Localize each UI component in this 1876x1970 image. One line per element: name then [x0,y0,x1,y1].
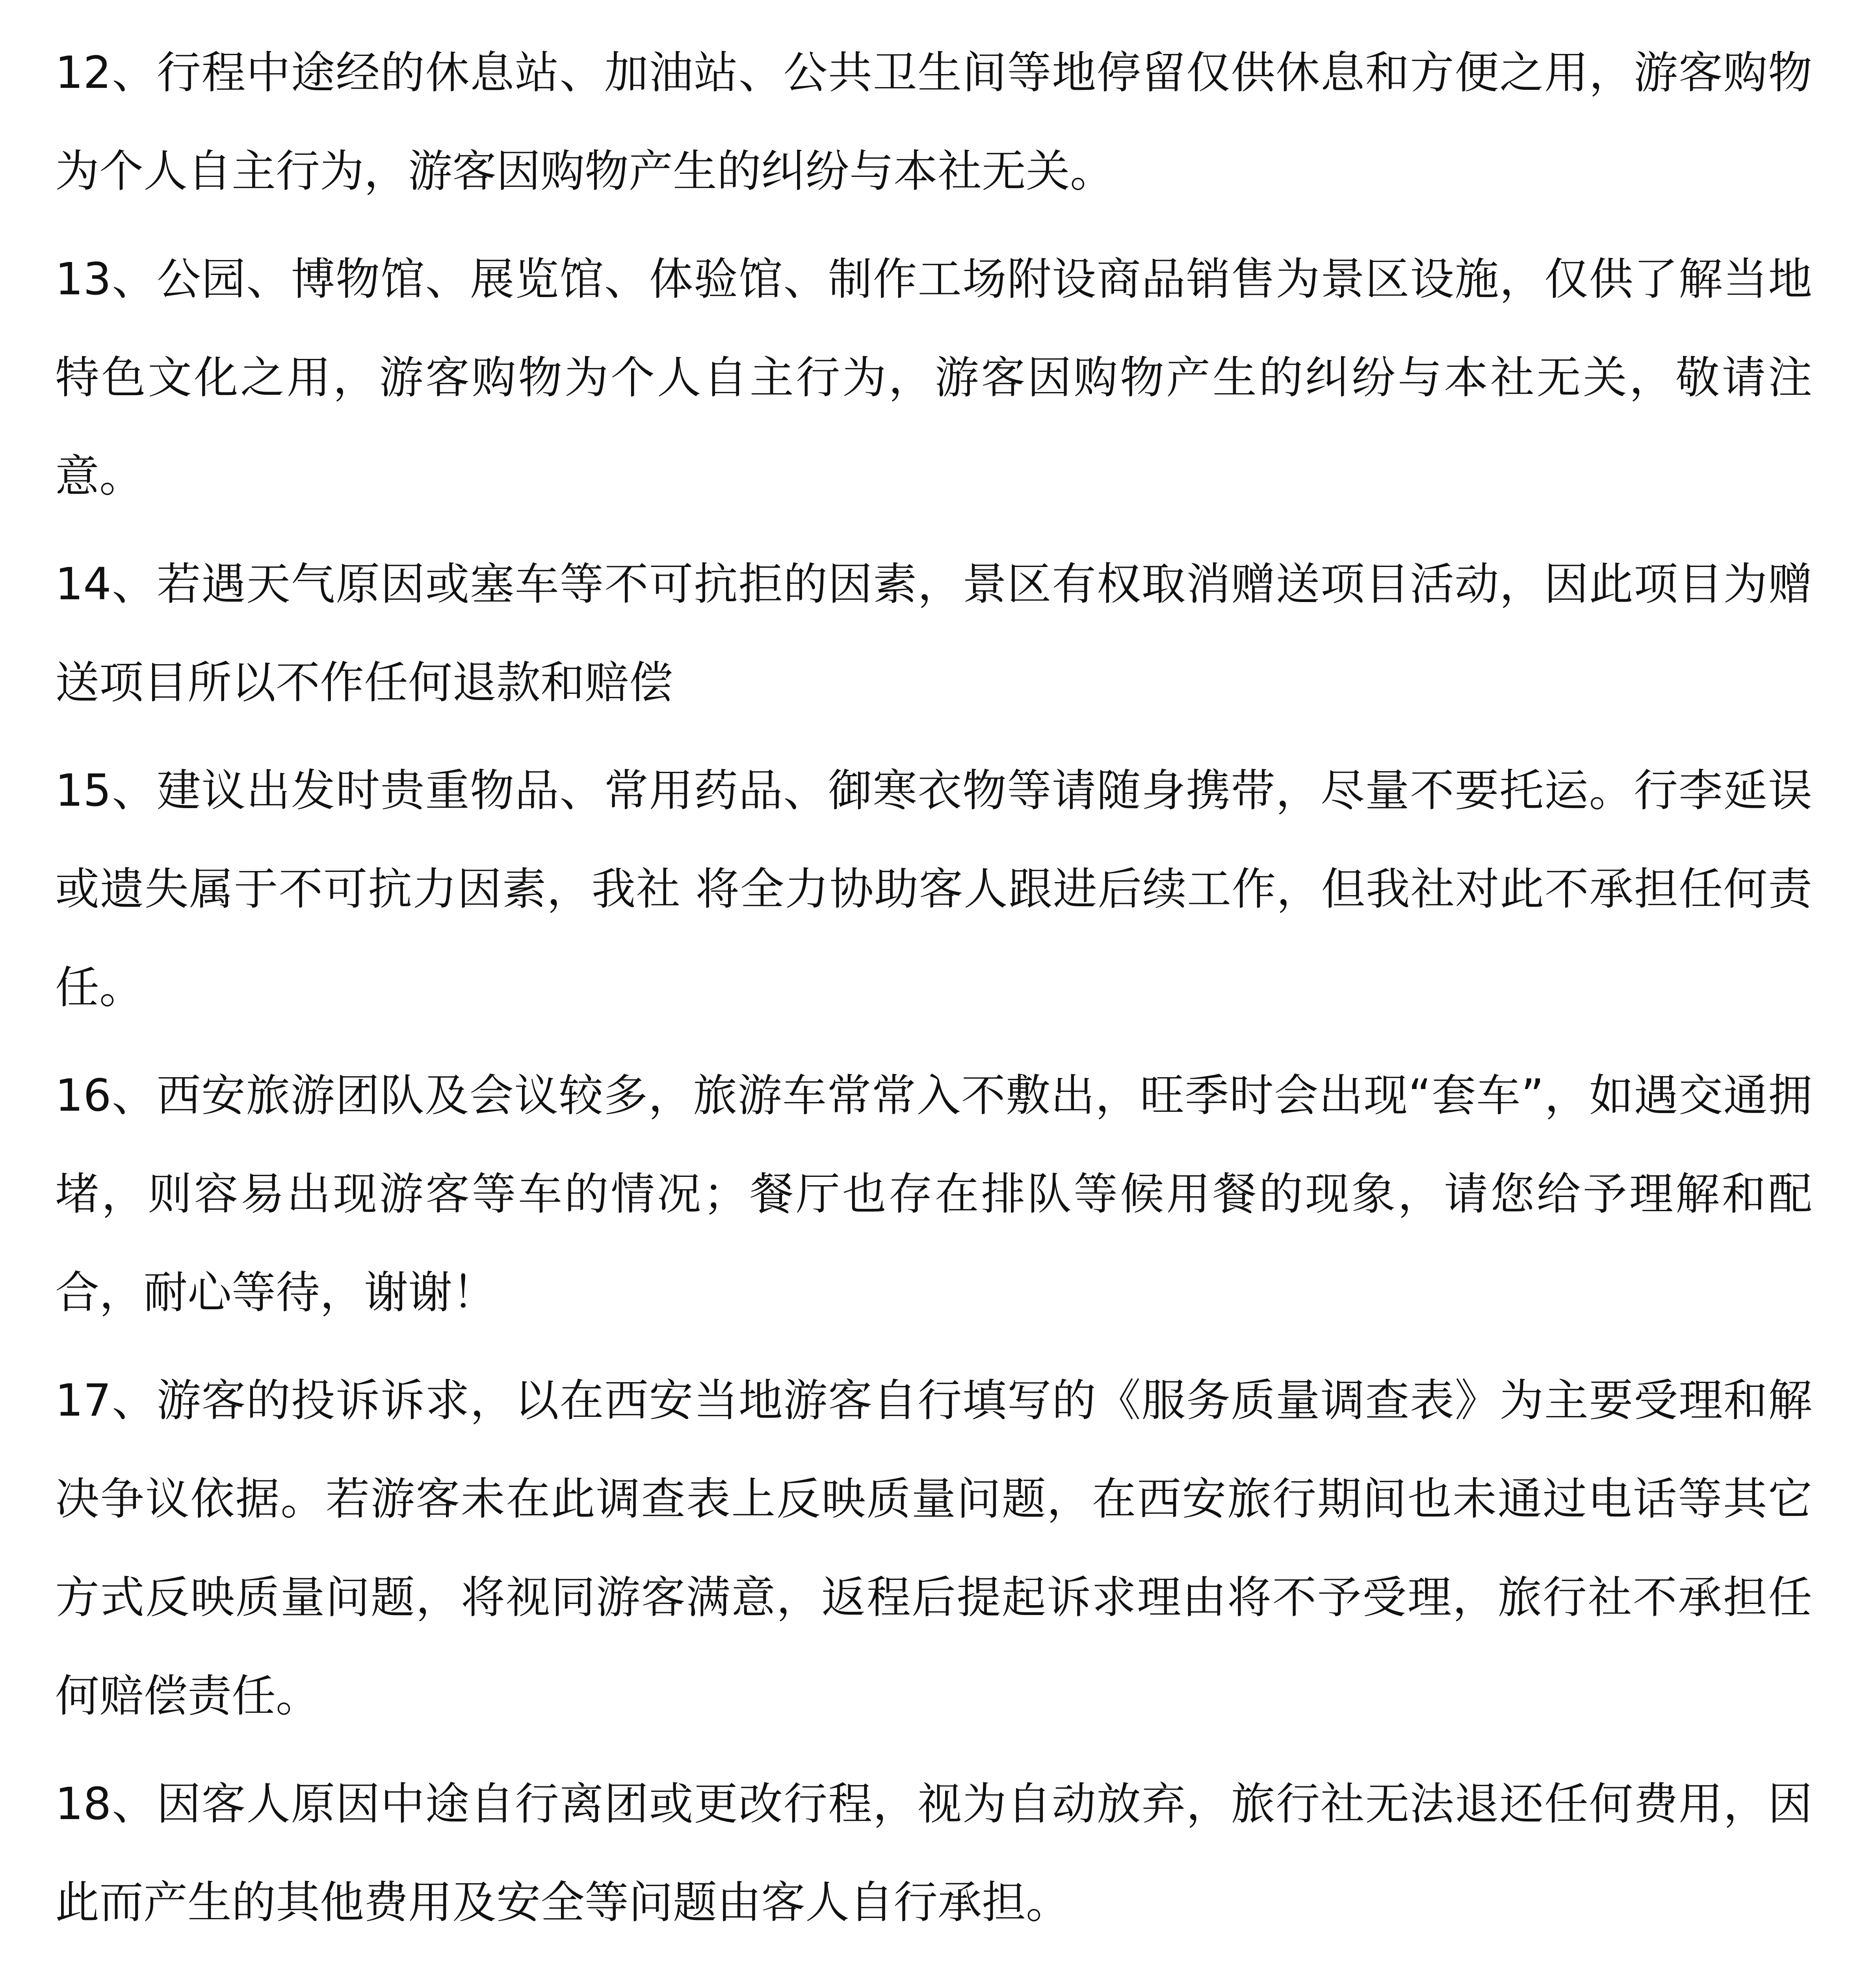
clause-19 [55,1961,1812,1970]
clause-17: 17、游客的投诉诉求，以在西安当地游客自行填写的《服务质量调查表》为主要受理和解决争议依据。若游客未在此调查表上反映质量问题，在西安旅行期间也未通过电话等其它方式反映质量问题，将视同游客满意，返程后提起诉求理由将不予受理，旅行社不承担任何赔偿责任。 [55,1375,1812,1722]
clause-14: 14、若遇天气原因或塞车等不可抗拒的因素，景区有权取消赠送项目活动，因此项目为赠送项目所以不作任何退款和赔偿 [55,559,1812,708]
document-page [55,24,1812,1970]
clause-16: 16、西安旅游团队及会议较多，旅游车常常入不敷出，旺季时会出现“套车”，如遇交通拥堵，则容易出现游客等车的情况；餐厅也存在排队等候用餐的现象，请您给予理解和配合，耐心等待，谢谢！ [55,1070,1812,1318]
clause-18: 18、因客人原因中途自行离团或更改行程，视为自动放弃，旅行社无法退还任何费用，因此而产生的其他费用及安全等问题由客人自行承担。 [55,1779,1812,1928]
clause-13: 13、公园、博物馆、展览馆、体验馆、制作工场附设商品销售为景区设施，仅供了解当地特色文化之用，游客购物为个人自主行为，游客因购物产生的纠纷与本社无关，敬请注意。 [55,254,1812,502]
clause-15: 15、建议出发时贵重物品、常用药品、御寒衣物等请随身携带，尽量不要托运。行李延误或遗失属于不可抗力因素，我社 将全力协助客人跟进后续工作，但我社对此不承担任何责任。 [55,765,1812,1013]
clause-12: 12、行程中途经的休息站、加油站、公共卫生间等地停留仅供休息和方便之用，游客购物为个人自主行为，游客因购物产生的纠纷与本社无关。 [55,47,1812,197]
